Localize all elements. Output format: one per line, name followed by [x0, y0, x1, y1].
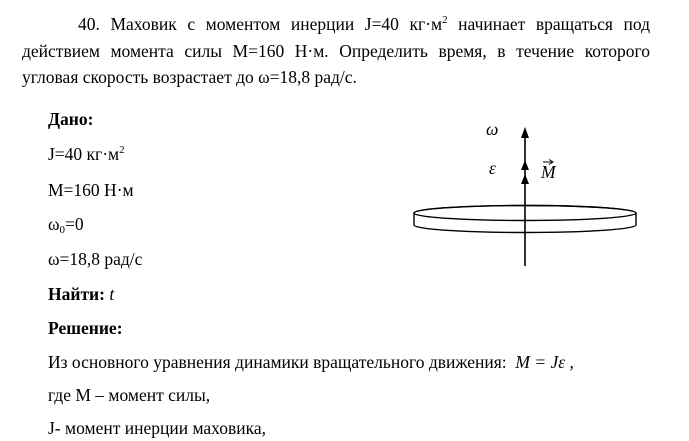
problem-number: 40. — [78, 14, 100, 34]
solution-line-1: Из основного уравнения динамики вращательного движения: M = Jε , — [48, 352, 574, 372]
given-omega: ω=18,8 рад/с — [48, 249, 143, 269]
label-epsilon: ε — [489, 158, 496, 178]
solution-line-2: где M – момент силы, — [48, 385, 211, 405]
problem-text-start: Маховик с моментом инерции J=40 кг·м — [110, 14, 443, 34]
moment-arrow — [521, 174, 529, 184]
given-J: J=40 $кг\cdot м^2$ — [48, 144, 125, 164]
solution-line-3: J- момент инерции маховика, — [48, 418, 267, 438]
label-omega: ω — [486, 119, 499, 139]
find-line: Найти: t — [48, 284, 115, 304]
given-omega0: $\omega_0=0$ — [48, 214, 84, 236]
equation-formula: M = Jε , — [515, 352, 574, 372]
solution-heading: Решение: — [48, 318, 123, 338]
problem-sup: 2 — [442, 14, 448, 26]
problem-text-end: начинает вращаться под действием момента силы M=160 Н·м. Определить время, в течение которого угловая скорость возрастает до ω=18,8 рад/с. — [22, 14, 650, 87]
label-moment: M — [541, 162, 556, 182]
given-heading: Дано: — [48, 109, 94, 129]
epsilon-arrow — [521, 160, 529, 170]
omega-arrow — [521, 127, 529, 138]
given-M: M=160 Н·м — [48, 180, 134, 200]
